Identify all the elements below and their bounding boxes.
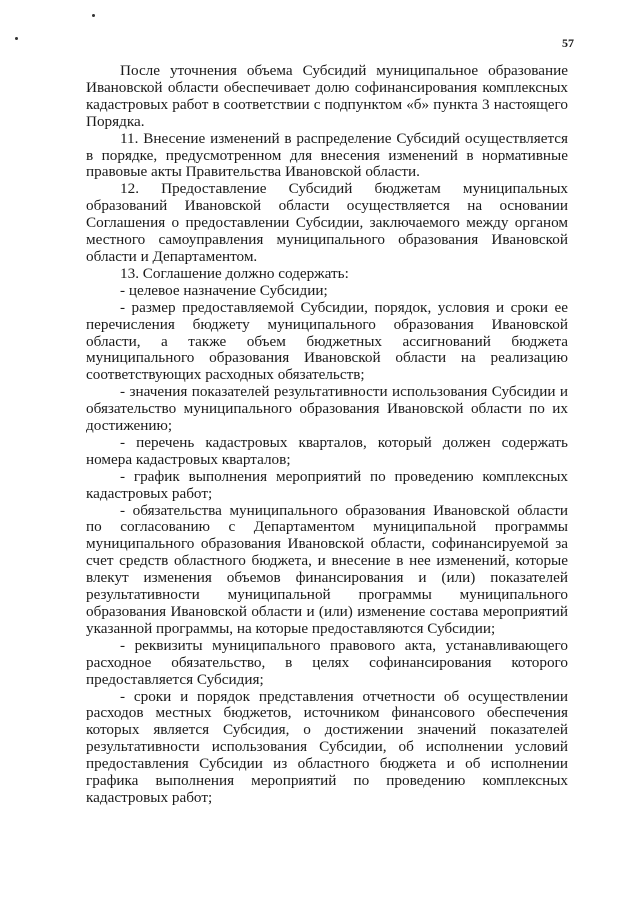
- list-item: - целевое назначение Субсидии;: [120, 281, 328, 299]
- list-item: - сроки и порядок представления отчетности об осуществлении расходов местных бюджетов, источником финансового обеспечения которых является Субсидия, о достижении значений показателей результативности использования Субсидии, об исполнении условий предоставления Субсидии из областного бюджета и об исполнении графика выполнения мероприятий по проведению комплексных кадастровых работ;: [86, 687, 568, 806]
- document-body: [86, 63, 568, 807]
- list-item: - перечень кадастровых кварталов, который должен содержать номера кадастровых кварталов;: [86, 433, 568, 468]
- list-item: - размер предоставляемой Субсидии, порядок, условия и сроки ее перечисления бюджету муниципального образования Ивановской области, а также объем бюджетных ассигнований бюджета муниципального образования Ивановской области на реализацию соответствующих расходных обязательств;: [86, 298, 568, 384]
- paragraph-13: 13. Соглашение должно содержать:: [120, 264, 349, 282]
- paragraph-after-clarification: После уточнения объема Субсидий муниципальное образование Ивановской области обеспечивает долю софинансирования комплексных кадастровых работ в соответствии с подпунктом «б» пункта 3 настоящего Порядка.: [86, 62, 568, 130]
- page-number: 57: [562, 36, 574, 50]
- list-item: - значения показателей результативности использования Субсидии и обязательство муниципального образования Ивановской области по их достижению;: [86, 383, 568, 435]
- paragraph-12: 12. Предоставление Субсидий бюджетам муниципальных образований Ивановской области осуществляется на основании Соглашения о предоставлении Субсидии, заключаемого между органом местного самоуправления муниципального образования Ивановской области и Департаментом.: [86, 180, 568, 265]
- list-item: - обязательства муниципального образования Ивановской области по согласованию с Департаментом муниципальной программы муниципального образования Ивановской области, софинансируемой за счет средств областного бюджета, и внесение в нее изменений, которые влекут изменения объемов финансирования и (или) показателей результативности муниципальной программы муниципального образования Ивановской области и (или) изменение состава мероприятий указанной программы, на которые предоставляются Субсидии;: [86, 501, 568, 637]
- scan-speck: [15, 37, 18, 40]
- paragraph-11: 11. Внесение изменений в распределение Субсидий осуществляется в порядке, предусмотренном для внесения изменений в нормативные правовые акты Правительства Ивановской области.: [86, 129, 568, 181]
- scan-speck: [92, 14, 95, 17]
- list-item: - реквизиты муниципального правового акта, устанавливающего расходное обязательство, в целях софинансирования которого предоставляется Субсидия;: [86, 636, 568, 688]
- list-item: - график выполнения мероприятий по проведению комплексных кадастровых работ;: [86, 467, 568, 502]
